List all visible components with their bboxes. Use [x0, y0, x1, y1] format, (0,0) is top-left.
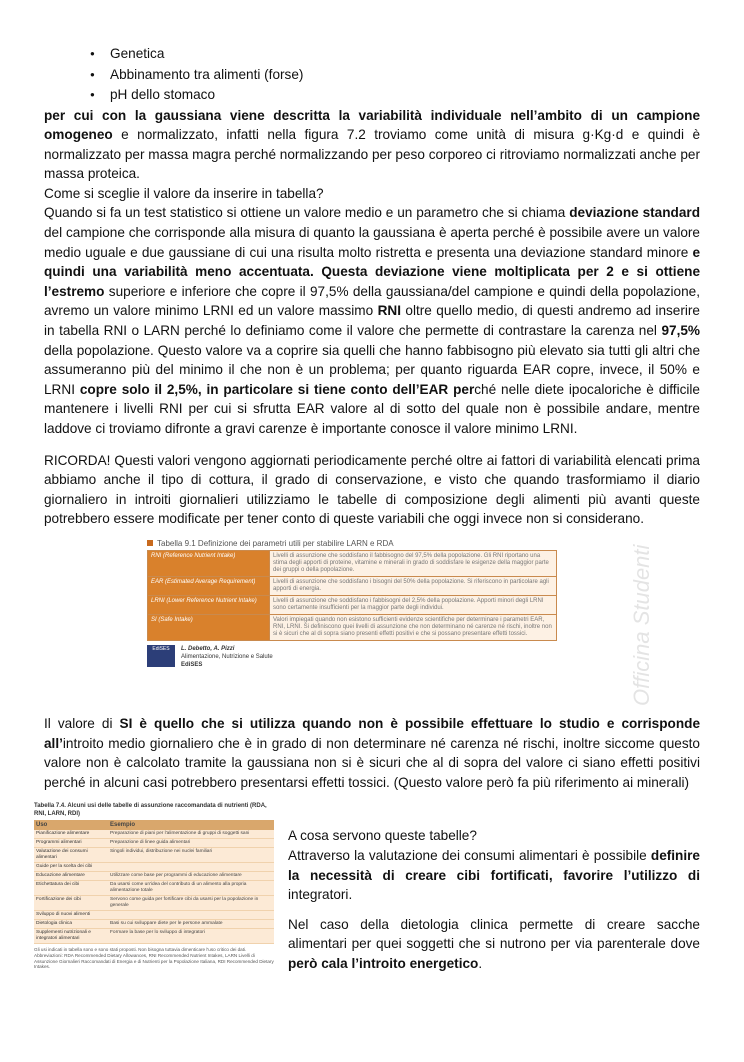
table-value: Livelli di assunzione che soddisfano il fabbisogno del 97,5% della popolazione. Gli RNI riportano una stima degli apporti di proteine, vitamine e minerali in grado di soddisfare le esigenze della maggior parte dei gruppi o della popolazione.: [270, 550, 557, 576]
bold-text: deviazione standard: [569, 205, 700, 221]
svg-text:Officina Studenti: Officina Studenti: [629, 544, 654, 706]
list-item: ● Abbinamento tra alimenti (forse): [110, 65, 700, 86]
table-row: Sviluppo di nuovi alimenti: [34, 911, 274, 920]
watermark: [623, 538, 663, 708]
table-key: SI (Safe Intake): [148, 614, 270, 640]
paragraph-uses: Attraverso la valutazione dei consumi alimentari è possibile definire la necessità di creare cibi fortificati, favorire l’utilizzo di integratori.: [288, 847, 700, 903]
publisher-logo: EdiSES: [147, 645, 175, 667]
text-span: Il valore di: [44, 715, 120, 731]
table-value: Valori impiegati quando non esistono sufficienti evidenze scientifiche per determinare i parametri EAR, RNI, LRNI. Si definiscono quei livelli di assunzione che non determinano né carenze né rischi, inoltre non si è sicuri che al di sopra siano presenti effetti positivi e che si possano presentare effetti tossici.: [270, 614, 557, 640]
paragraph-stddev: [44, 203, 700, 438]
table-row: [148, 576, 557, 595]
table-footnote: Gli usi indicati in tabella sono e sono stati proposti. Non bisogna tuttavia dimenticare l'uso critico dei dati. Abbreviazioni: RDA Recommended Dietary Allowances, RNI Recommended Nutrient Intakes, LARN Livelli di Assunzione Giornalieri Raccomandati di Energia e di Nutrienti per la Popolazione Italiana, RDI Recommended Dietary Intakes.: [34, 947, 274, 970]
lower-section: [34, 802, 700, 1062]
paragraph-gaussian: [44, 106, 700, 184]
table-key: RNI (Reference Nutrient Intake): [148, 550, 270, 576]
paragraph-clinical: Nel caso della dietologia clinica permette di creare sacche alimentari per quei soggetti che si nutrono per via parenterale dove però cala l’introito energetico.: [288, 916, 700, 971]
table-header-row: [34, 820, 274, 830]
table-row: Guide per la scelta dei cibi: [34, 863, 274, 872]
table-row: Supplementi nutrizionali e integratori alimentari Formare la base per lo sviluppo di integratori: [34, 929, 274, 944]
document-page: [34, 44, 700, 1062]
table-row: [148, 595, 557, 614]
column-header: Uso: [34, 820, 108, 830]
text-span: ché nelle diete ipocaloriche è difficile mantenere i livelli RNI per cui si sfrutta EAR valore al di sotto del quale non è possibile andare, mentre laddove ci troviamo difronte a gravi carenze è importante conosce il valore minimo LRNI.: [44, 381, 700, 436]
text-span: oltre quello medio, di questi andremo ad inserire in tabella RNI o LARN perché lo definiamo come il valore che permette di contrastare la carenza nel: [44, 303, 700, 339]
table-value: Livelli di assunzione che soddisfano i bisogni del 50% della popolazione. Si riferiscono in particolare agli apporti di energia.: [270, 576, 557, 595]
bold-text: e quindi una variabilità meno accentuata. Questa deviazione viene moltiplicata per 2 e si ottiene l’estremo: [44, 244, 700, 299]
bold-text: però cala l’introito energetico: [288, 955, 479, 971]
question-heading: A cosa servono queste tabelle?: [288, 828, 477, 844]
text-span: del campione che corrisponde alla misura di quanto la gaussiana è aperta perché è possibile avere un valore medio uguale e due gaussiane di cui una risulta molto ristretta e presenta una deviazione standard minore: [44, 225, 700, 260]
bold-text: per cui con la gaussiana viene descritta la variabilità individuale nell’ambito di un campione omogeneo: [44, 107, 700, 143]
table-caption: [147, 538, 557, 550]
table-row: Educazione alimentare Utilizzare come base per programmi di educazione alimentare: [34, 872, 274, 881]
table-row: [148, 550, 557, 576]
text-span: introito medio giornaliero che è in grado di non determinare né carenza né rischi, inoltre siccome questo valore non è calcolato tramite la gaussiana non si è sicuri che al di sopra del valore ci siano effetti positivi perché in alcuni casi potrebbero presentarsi effetti tossici. (Questo valore però fa più riferimento ai minerali): [44, 735, 700, 790]
side-text: [288, 802, 700, 1062]
publisher-line: Alimentazione, Nutrizione e Salute: [181, 653, 273, 660]
table-uses-image: [34, 802, 274, 1062]
table-row: Etichettatura dei cibi Da usarsi come un'idea del contributo di un alimento alla propria alimentazione totale: [34, 881, 274, 896]
column-header: Esempio: [108, 820, 274, 830]
parameters-table: [147, 550, 557, 641]
authors: L. Debetto, A. Pizzi: [181, 645, 235, 652]
text-span: e normalizzato, infatti nella figura 7.2 troviamo come unità di misura g·Kg·d e quindi è normalizzato per massa magra perché normalizzando per peso corporeo ci ritroviamo normalizzati anche per massa proteica.: [44, 127, 700, 182]
table-parameters-image: [147, 538, 654, 708]
question-heading: Come si sceglie il valore da inserire in tabella?: [44, 185, 324, 201]
table-row: Dietologia clinica Basi su cui sviluppare diete per le persone ammalate: [34, 920, 274, 929]
publisher-name: EdiSES: [181, 661, 203, 668]
paragraph-ricorda: RICORDA! Questi valori vengono aggiornati periodicamente perché oltre ai fattori di variabilità elencati prima abbiamo anche il tipo di cottura, il grado di conservazione, e visto che quando trasformiamo il diario giornaliero in introiti giornalieri utilizziamo le tabelle di composizione degli alimenti più avanti queste potrebbero essere modificate per tener conto di queste variabili che oggi invece non si considerano.: [44, 452, 700, 527]
factor-list: [44, 44, 700, 106]
table-row: Pianificazione alimentare Preparazione di piani per l'alimentazione di gruppi di soggetti sani: [34, 830, 274, 839]
table-caption: Tabella 7.4. Alcuni usi delle tabelle di assunzione raccomandata di nutrienti (RDA, RNI, LARN, RDI): [34, 803, 267, 818]
table-row: Programmi alimentari Preparazione di linee guida alimentari: [34, 839, 274, 848]
list-item: ● Genetica: [110, 44, 700, 65]
text-span: superiore e inferiore che copre il 97,5% della gaussiana/del campione e quindi della popolazione, avremo un valore minimo LRNI ed un valore massimo: [44, 283, 700, 319]
table-key: LRNI (Lower Reference Nutrient Intake): [148, 595, 270, 614]
text-span: della popolazione. Questo valore va a coprire sia quelli che hanno fabbisogno più elevato sia tutti gli altri che assumeranno più del minimo il che non è un problema; per quanto riguarda EAR copre, invece, il 50% e LRNI: [44, 342, 700, 397]
bold-text: RNI: [377, 303, 401, 319]
bold-text: 97,5%: [661, 323, 700, 339]
bold-text: definire la necessità di creare cibi fortificati, favorire l’utilizzo di: [288, 847, 700, 883]
table-row: [148, 614, 557, 640]
list-item: ● pH dello stomaco: [110, 85, 700, 106]
bold-text: copre solo il 2,5%, in particolare si tiene conto dell’EAR per: [79, 381, 475, 397]
text-span: Quando si fa un test statistico si ottiene un valore medio e un parametro che si chiama: [44, 205, 570, 221]
caption-text: Tabella 9.1 Definizione dei parametri utili per stabilire LARN e RDA: [157, 538, 394, 548]
bold-text: SI è quello che si utilizza quando non è possibile effettuare lo studio e corrisponde all’: [44, 715, 700, 751]
table-key: EAR (Estimated Average Requirement): [148, 576, 270, 595]
table-row: Fortificazione dei cibi Servono come guida per fortificare cibi da usarsi per la popolazione in generale: [34, 896, 274, 911]
table-row: Valutazione dei consumi alimentari Singoli individui, distribuzione nei nuclei familiari: [34, 848, 274, 863]
table-value: Livelli di assunzione che soddisfano i fabbisogni del 2,5% della popolazione. Apporti minori degli LRNI sono certamente insufficienti per la maggior parte degli individui.: [270, 595, 557, 614]
paragraph-si: [44, 714, 700, 792]
uses-table: [34, 820, 274, 944]
publisher-block: [147, 645, 557, 669]
